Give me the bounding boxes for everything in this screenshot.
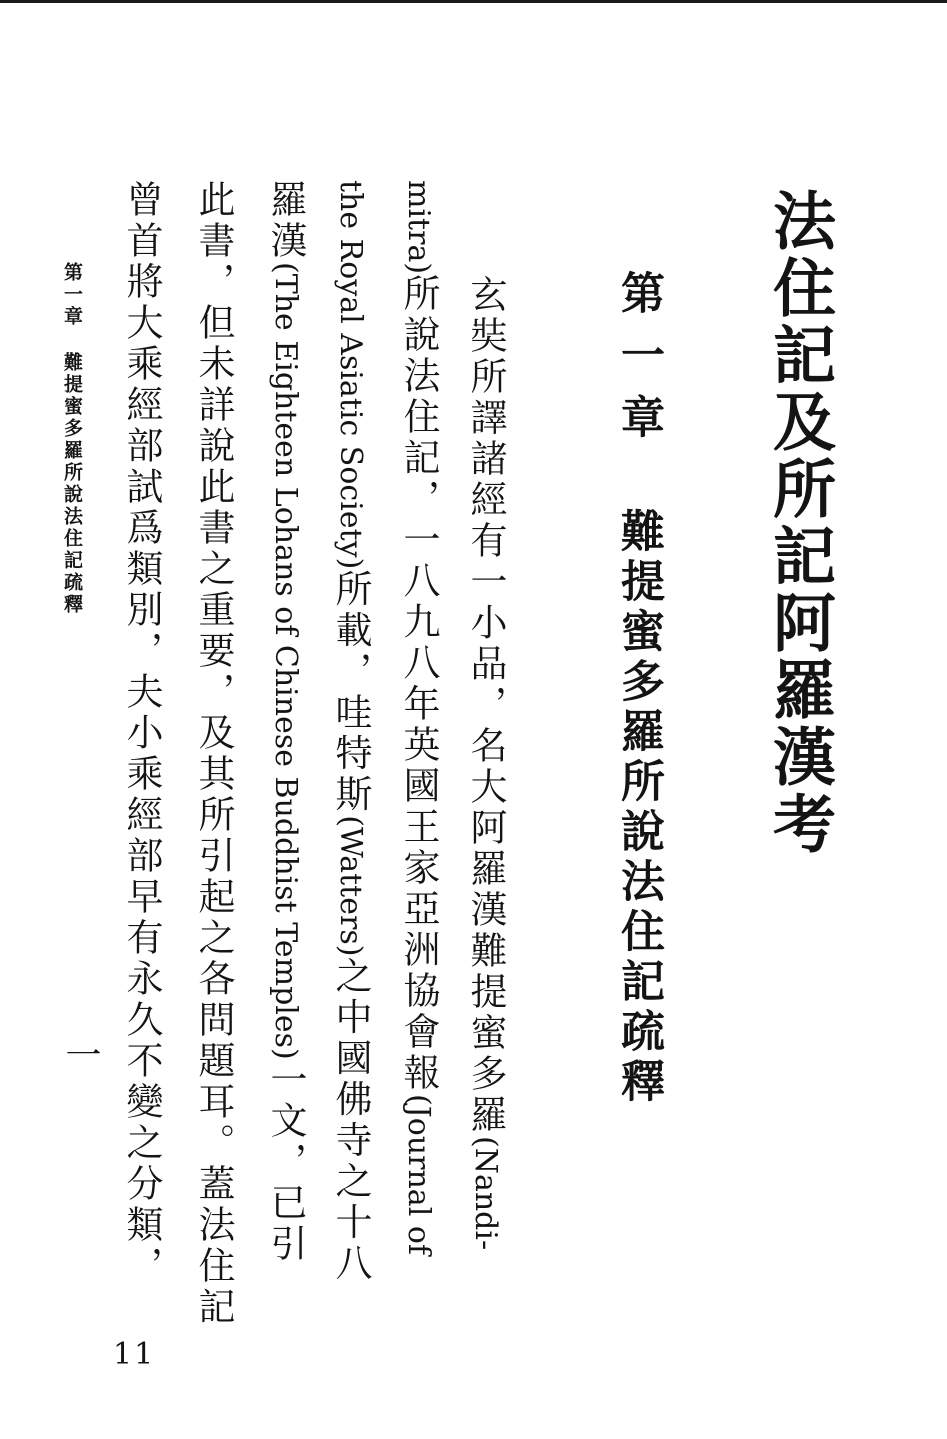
latin-segment: (Watters) (333, 815, 368, 957)
page-number: 11 (113, 1337, 156, 1372)
text-segment: 曾首將大乘經部試爲類別，夫小乘經部早有永久不變之分類， (120, 180, 163, 1287)
latin-segment: mitra) (401, 180, 436, 275)
chapter-number: 第一章 (613, 270, 664, 456)
chapter-name: 難提蜜多羅所說法住記疏釋 (613, 508, 664, 1108)
text-segment: 玄奘所譯諸經有一小品，名大阿羅漢難提蜜多羅 (464, 275, 507, 1136)
top-border-line (0, 0, 947, 3)
running-head-title: 難提蜜多羅所說法住記疏釋 (61, 352, 83, 616)
body-column-6 (118, 180, 164, 1287)
text-segment: 所載，哇特斯 (329, 569, 372, 816)
body-column-5 (190, 180, 236, 1328)
text-segment: 羅漢 (264, 180, 307, 262)
latin-segment: (Journal of (401, 1094, 436, 1255)
text-segment: 一文，已引 (264, 1059, 307, 1265)
latin-segment: (Nandi- (468, 1136, 503, 1251)
running-head-chapter: 第一章 (61, 262, 83, 328)
running-head (60, 262, 84, 616)
body-column-4 (262, 180, 308, 1265)
body-column-1 (462, 275, 508, 1250)
text-segment: 所說法住記，一八九八年英國王家亞洲協會報 (397, 274, 440, 1095)
chapter-heading (612, 270, 664, 1108)
latin-segment: (The Eighteen Lohans of Chinese Buddhist Temples) (268, 262, 303, 1060)
body-column-3 (327, 180, 373, 1284)
book-title: 法住記及所記阿羅漢考 (763, 188, 837, 858)
text-segment: 此書，但未詳說此書之重要，及其所引起之各問題耳。蓋法住記 (192, 180, 235, 1328)
text-segment: 之中國佛寺之十八 (329, 956, 372, 1285)
folio-numeral: 一 (60, 1036, 101, 1072)
body-column-2 (395, 180, 441, 1255)
latin-segment: the Royal Asiatic Society) (333, 180, 368, 570)
